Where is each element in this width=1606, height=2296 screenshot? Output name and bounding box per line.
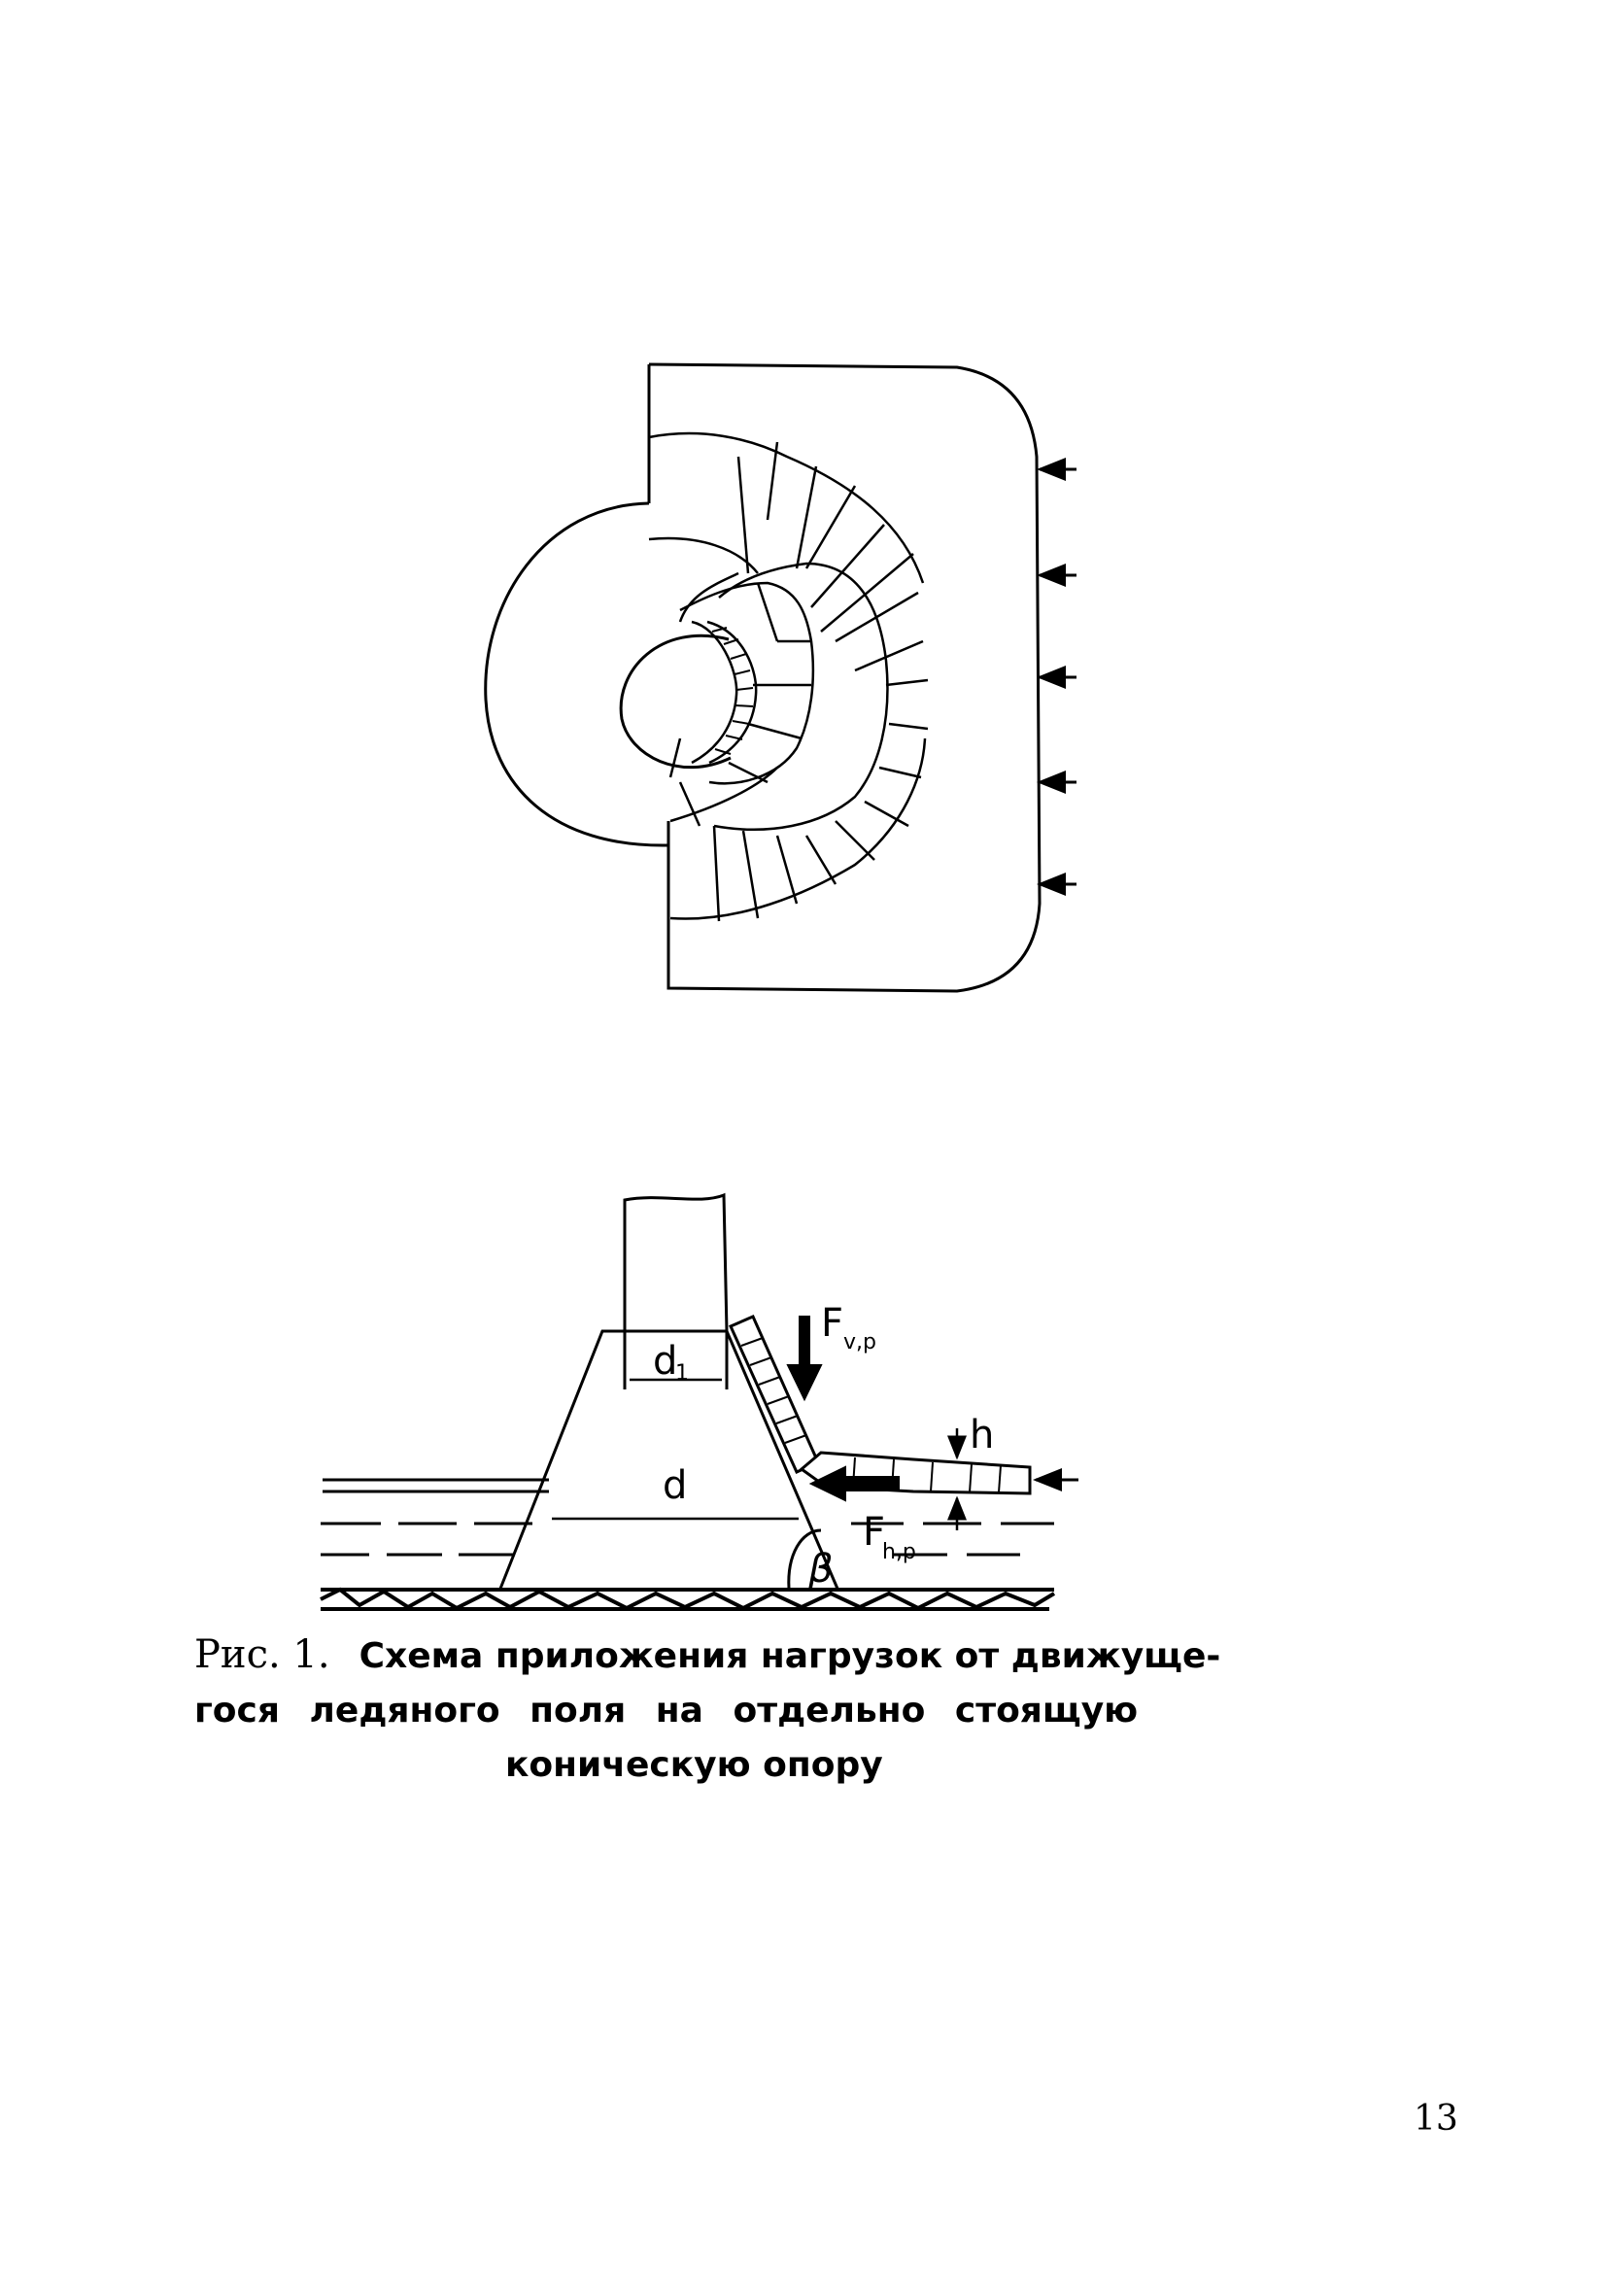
caption-prefix: Рис. 1. [194, 1632, 330, 1677]
label-d1-sub: 1 [675, 1361, 689, 1386]
label-d: d [663, 1463, 688, 1508]
caption-line-2: гося ледяного поля на отдельно стоящую [194, 1691, 1139, 1731]
label-fh: F [863, 1510, 886, 1555]
column [625, 1195, 727, 1331]
outer-semicircle [486, 503, 668, 845]
figure-caption [185, 1628, 1273, 1793]
label-fv-sub: v,p [843, 1330, 876, 1354]
plan-view [486, 364, 1076, 991]
label-fv: F [821, 1301, 844, 1346]
label-h: h [970, 1413, 995, 1457]
ice-field-outline [649, 364, 1040, 991]
seabed [321, 1590, 1054, 1609]
crack-pattern [649, 433, 928, 921]
ice-pressure-arrows [1040, 469, 1076, 884]
caption-line-3: коническую опору [505, 1745, 883, 1785]
label-d1: d [653, 1339, 678, 1384]
vertical-force-arrow [788, 1317, 821, 1399]
caption-line-1-text: Схема приложения нагрузок от движуще- [359, 1636, 1221, 1676]
label-fh-sub: h,p [882, 1540, 916, 1564]
caption-line-1 [185, 1628, 1273, 1684]
page-number: 13 [1414, 2099, 1458, 2139]
section-view [321, 1195, 1078, 1609]
label-beta: β [808, 1547, 834, 1592]
